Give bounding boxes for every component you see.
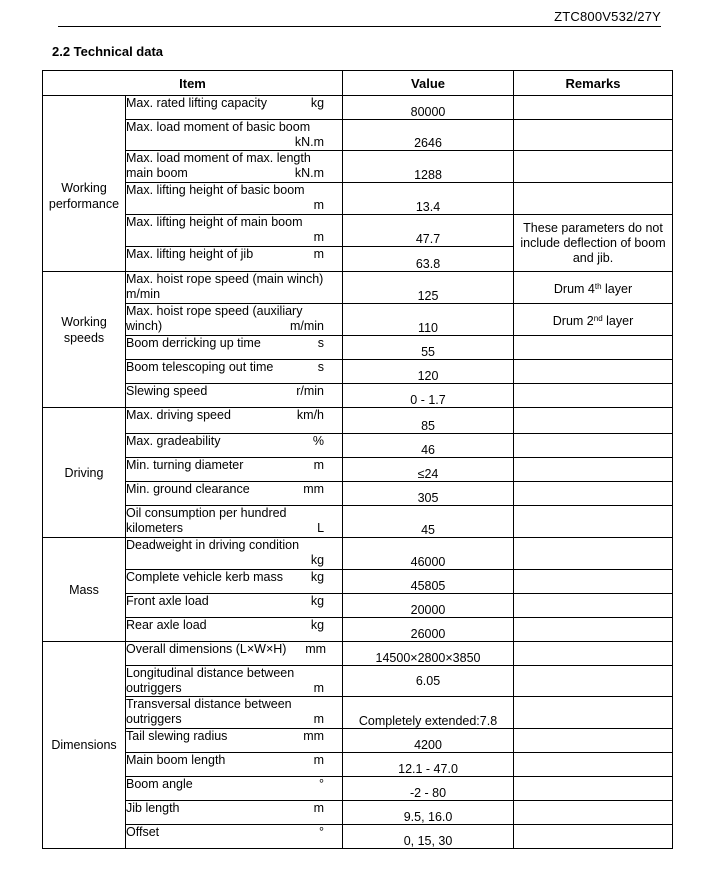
item-cell: Oil consumption per hundred kilometers L [126, 506, 343, 538]
table-row [43, 825, 673, 849]
value-cell: 26000 [343, 618, 514, 642]
remarks-cell [514, 729, 673, 753]
item-cell: Max. rated lifting capacity kg [126, 96, 343, 120]
item-cell: Boom angle ° [126, 777, 343, 801]
item-cell: Front axle load kg [126, 594, 343, 618]
item-cell: Jib length m [126, 801, 343, 825]
remarks-cell [514, 753, 673, 777]
table-row [43, 753, 673, 777]
value-cell: 2646 [343, 120, 514, 151]
table-row [43, 594, 673, 618]
remarks-cell [514, 825, 673, 849]
item-cell: Min. ground clearance mm [126, 482, 343, 506]
table-row [43, 618, 673, 642]
value-cell: 305 [343, 482, 514, 506]
item-cell: Boom derricking up time s [126, 336, 343, 360]
remarks-cell [514, 434, 673, 458]
remarks-cell [514, 360, 673, 384]
item-cell: Max. driving speed km/h [126, 408, 343, 434]
table-row [43, 96, 673, 120]
item-cell: Deadweight in driving condition kg [126, 538, 343, 570]
item-cell: Max. lifting height of jib m [126, 247, 343, 272]
remarks-cell [514, 538, 673, 570]
value-cell: 0, 15, 30 [343, 825, 514, 849]
remarks-cell [514, 120, 673, 151]
category-working-speeds: Working speeds [43, 272, 126, 408]
table-row [43, 434, 673, 458]
item-cell: Max. hoist rope speed (main winch) m/min [126, 272, 343, 304]
value-cell: 20000 [343, 594, 514, 618]
value-cell: 125 [343, 272, 514, 304]
table-row [43, 729, 673, 753]
column-header-remarks: Remarks [514, 71, 673, 96]
table-row [43, 151, 673, 183]
item-cell: Max. load moment of max. length main boom kN.m [126, 151, 343, 183]
value-cell: 46000 [343, 538, 514, 570]
value-cell: 12.1 - 47.0 [343, 753, 514, 777]
table-row [43, 482, 673, 506]
value-cell: 4200 [343, 729, 514, 753]
table-row [43, 215, 673, 247]
value-cell: 14500×2800×3850 [343, 642, 514, 666]
item-cell: Tail slewing radius mm [126, 729, 343, 753]
table-row [43, 360, 673, 384]
table-row [43, 506, 673, 538]
remarks-cell [514, 183, 673, 215]
table-row [43, 336, 673, 360]
remarks-cell [514, 777, 673, 801]
value-cell: ≤24 [343, 458, 514, 482]
technical-data-table [42, 70, 673, 849]
value-cell: 47.7 [343, 215, 514, 247]
item-cell: Rear axle load kg [126, 618, 343, 642]
value-cell: 6.05 [343, 666, 514, 697]
item-cell: Boom telescoping out time s [126, 360, 343, 384]
column-header-item: Item [43, 71, 343, 96]
remarks-cell [514, 151, 673, 183]
value-cell: 85 [343, 408, 514, 434]
value-cell: 110 [343, 304, 514, 336]
item-cell: Longitudinal distance between outriggers m [126, 666, 343, 697]
remarks-cell [514, 96, 673, 120]
remarks-cell [514, 336, 673, 360]
remarks-cell [514, 642, 673, 666]
table-row [43, 801, 673, 825]
document-id: ZTC800V532/27Y [554, 9, 661, 24]
remarks-cell [514, 618, 673, 642]
value-cell: 55 [343, 336, 514, 360]
remarks-cell [514, 666, 673, 697]
remarks-cell [514, 482, 673, 506]
value-cell: -2 - 80 [343, 777, 514, 801]
item-cell: Max. gradeability % [126, 434, 343, 458]
header-rule [58, 26, 661, 27]
table-row [43, 570, 673, 594]
remarks-drum2: Drum 2nd layer [514, 304, 673, 336]
item-cell: Max. lifting height of main boom m [126, 215, 343, 247]
item-cell: Max. lifting height of basic boom m [126, 183, 343, 215]
item-cell: Offset ° [126, 825, 343, 849]
item-cell: Min. turning diameter m [126, 458, 343, 482]
value-cell: 80000 [343, 96, 514, 120]
value-cell: 120 [343, 360, 514, 384]
value-cell: 45805 [343, 570, 514, 594]
remarks-cell [514, 384, 673, 408]
item-cell: Transversal distance between outriggers m [126, 697, 343, 729]
remarks-cell [514, 408, 673, 434]
value-cell: 63.8 [343, 247, 514, 272]
item-cell: Main boom length m [126, 753, 343, 777]
table-row [43, 183, 673, 215]
item-cell: Max. hoist rope speed (auxiliary winch) m/min [126, 304, 343, 336]
value-cell: 9.5, 16.0 [343, 801, 514, 825]
table-row [43, 538, 673, 570]
value-cell: 13.4 [343, 183, 514, 215]
value-cell: 0 - 1.7 [343, 384, 514, 408]
table-row [43, 384, 673, 408]
category-driving: Driving [43, 408, 126, 538]
category-dimensions: Dimensions [43, 642, 126, 849]
category-working-performance: Working performance [43, 96, 126, 272]
item-cell: Max. load moment of basic boom kN.m [126, 120, 343, 151]
table-row [43, 408, 673, 434]
remarks-drum4: Drum 4th layer [514, 272, 673, 304]
table-header-row [43, 71, 673, 96]
item-cell: Slewing speed r/min [126, 384, 343, 408]
remarks-cell [514, 594, 673, 618]
remarks-cell [514, 570, 673, 594]
category-mass: Mass [43, 538, 126, 642]
column-header-value: Value [343, 71, 514, 96]
item-cell: Complete vehicle kerb mass kg [126, 570, 343, 594]
value-cell: Completely extended:7.8 [343, 697, 514, 729]
value-cell: 45 [343, 506, 514, 538]
table-row [43, 304, 673, 336]
item-cell: Overall dimensions (L×W×H) mm [126, 642, 343, 666]
remarks-cell [514, 801, 673, 825]
table-row [43, 666, 673, 697]
value-cell: 1288 [343, 151, 514, 183]
remarks-height-note: These parameters do not include deflection of boom and jib. [514, 215, 673, 272]
section-title: 2.2 Technical data [52, 44, 164, 59]
table-row [43, 697, 673, 729]
remarks-cell [514, 506, 673, 538]
table-row [43, 777, 673, 801]
value-cell: 46 [343, 434, 514, 458]
table-row [43, 458, 673, 482]
remarks-cell [514, 458, 673, 482]
table-row [43, 642, 673, 666]
table-row [43, 120, 673, 151]
table-row [43, 272, 673, 304]
remarks-cell [514, 697, 673, 729]
